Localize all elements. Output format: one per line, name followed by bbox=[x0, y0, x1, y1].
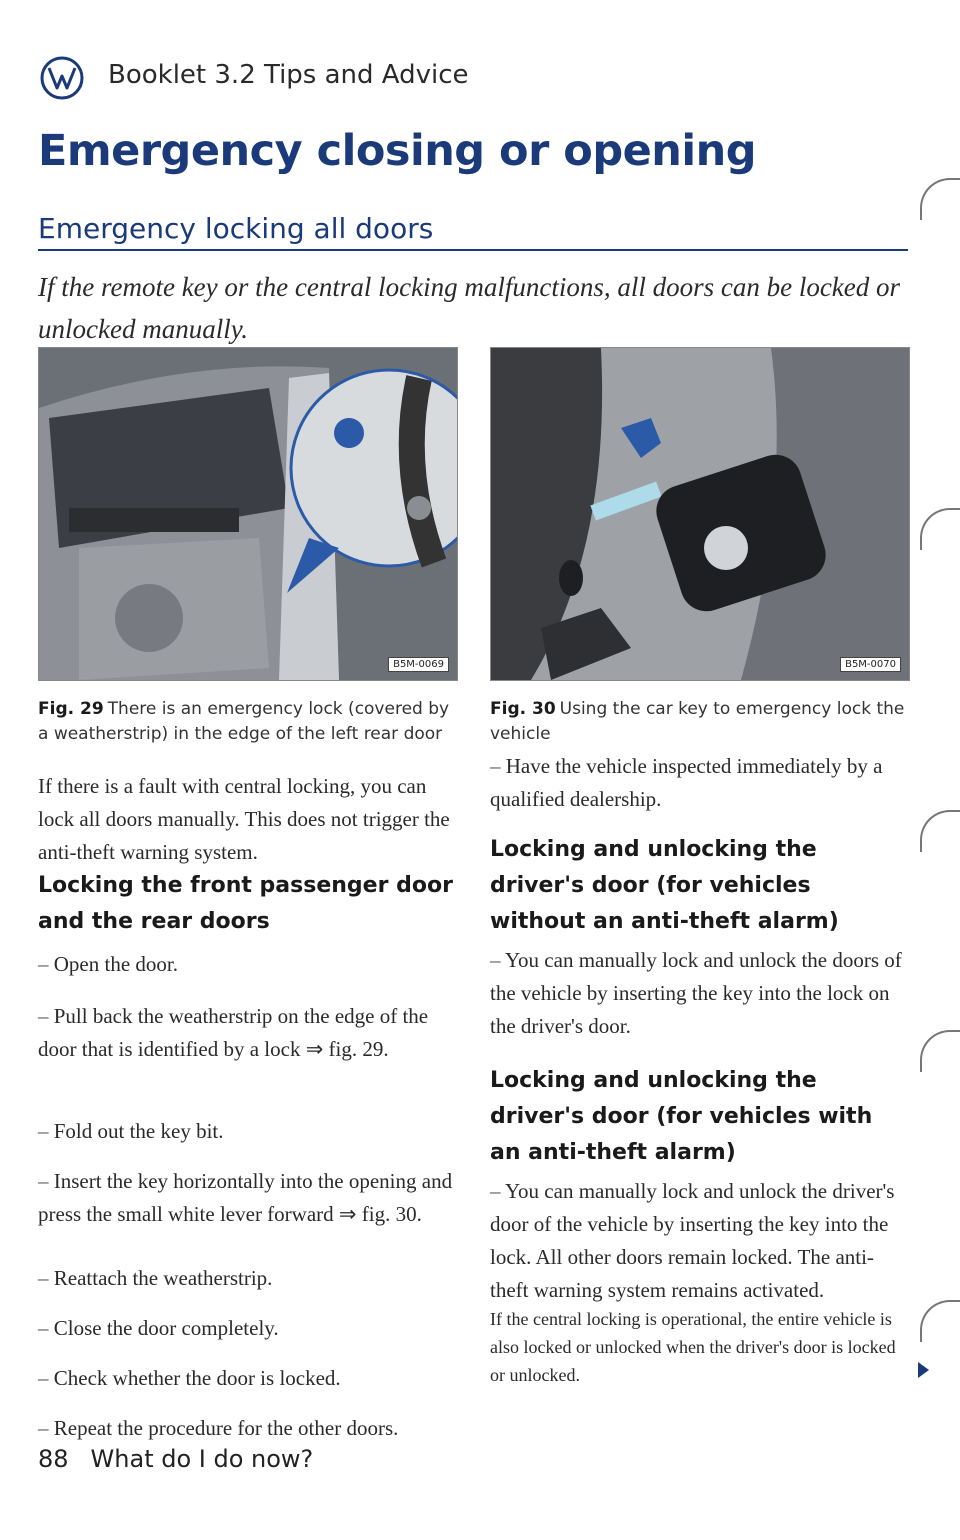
page-edge-tab bbox=[920, 508, 960, 550]
step-item: – Repeat the procedure for the other doors. bbox=[38, 1416, 399, 1440]
step-item: – You can manually lock and unlock the driver's door of the vehicle by inserting the key into the lock. All other doors remain locked. The anti-theft warning system remains activated. bbox=[490, 1179, 895, 1302]
section-divider bbox=[38, 249, 908, 251]
figure-code: B5M-0069 bbox=[388, 657, 449, 672]
page-number: 88 bbox=[38, 1445, 69, 1473]
step-item: – Insert the key horizontally into the opening and press the small white lever forward ⇒ fig. 30. bbox=[38, 1169, 453, 1226]
step-item: – You can manually lock and unlock the doors of the vehicle by inserting the key into the lock on the driver's door. bbox=[490, 948, 902, 1038]
figure-caption-text: There is an emergency lock (covered by a weatherstrip) in the edge of the left rear door bbox=[38, 699, 450, 744]
step-item: – Check whether the door is locked. bbox=[38, 1366, 341, 1390]
subheading-with-alarm: Locking and unlocking the driver's door (for vehicles with an anti-theft alarm) bbox=[490, 1068, 873, 1165]
footer-section: What do I do now? bbox=[90, 1445, 314, 1473]
step-item: – Fold out the key bit. bbox=[38, 1119, 224, 1143]
subheading-front-passenger: Locking the front passenger door and the rear doors bbox=[38, 873, 453, 934]
step-item: – Pull back the weatherstrip on the edge of the door that is identified by a lock ⇒ fig. 29. bbox=[38, 1004, 429, 1061]
note-text: If the central locking is operational, the entire vehicle is also locked or unlocked when the driver's door is locked or unlocked. bbox=[490, 1309, 896, 1385]
door-lock-illustration bbox=[39, 348, 457, 680]
step-item: – Open the door. bbox=[38, 952, 178, 976]
intro-text: If the remote key or the central locking malfunctions, all doors can be locked or unlocked manually. bbox=[38, 272, 901, 344]
subheading-without-alarm: Locking and unlocking the driver's door (for vehicles without an anti-theft alarm) bbox=[490, 837, 839, 934]
figure-code: B5M-0070 bbox=[840, 657, 901, 672]
page-edge-tab bbox=[920, 810, 960, 852]
step-item: – Close the door completely. bbox=[38, 1316, 279, 1340]
figure-30-caption bbox=[490, 697, 908, 747]
page-title: Emergency closing or opening bbox=[38, 126, 757, 176]
figure-29-image bbox=[38, 347, 458, 681]
key-in-lock-illustration bbox=[491, 348, 909, 680]
figure-label: Fig. 29 bbox=[38, 699, 104, 719]
page-edge-tab bbox=[920, 178, 960, 220]
section-title: Emergency locking all doors bbox=[38, 212, 434, 245]
figure-30-image bbox=[490, 347, 910, 681]
figure-caption-text: Using the car key to emergency lock the vehicle bbox=[490, 699, 905, 744]
step-item: – Have the vehicle inspected immediately by a qualified dealership. bbox=[490, 754, 883, 811]
figure-label: Fig. 30 bbox=[490, 699, 556, 719]
vw-logo-icon bbox=[40, 56, 84, 100]
page-edge-tab bbox=[920, 1030, 960, 1072]
page-edge-tab bbox=[920, 1300, 960, 1342]
figure-29-caption bbox=[38, 697, 456, 747]
page-footer bbox=[38, 1445, 313, 1473]
booklet-title: Booklet 3.2 Tips and Advice bbox=[108, 60, 469, 90]
body-paragraph: If there is a fault with central locking, you can lock all doors manually. This does not trigger the anti-theft warning system. bbox=[38, 774, 450, 864]
step-item: – Reattach the weatherstrip. bbox=[38, 1266, 273, 1290]
continue-arrow-icon bbox=[918, 1362, 929, 1378]
